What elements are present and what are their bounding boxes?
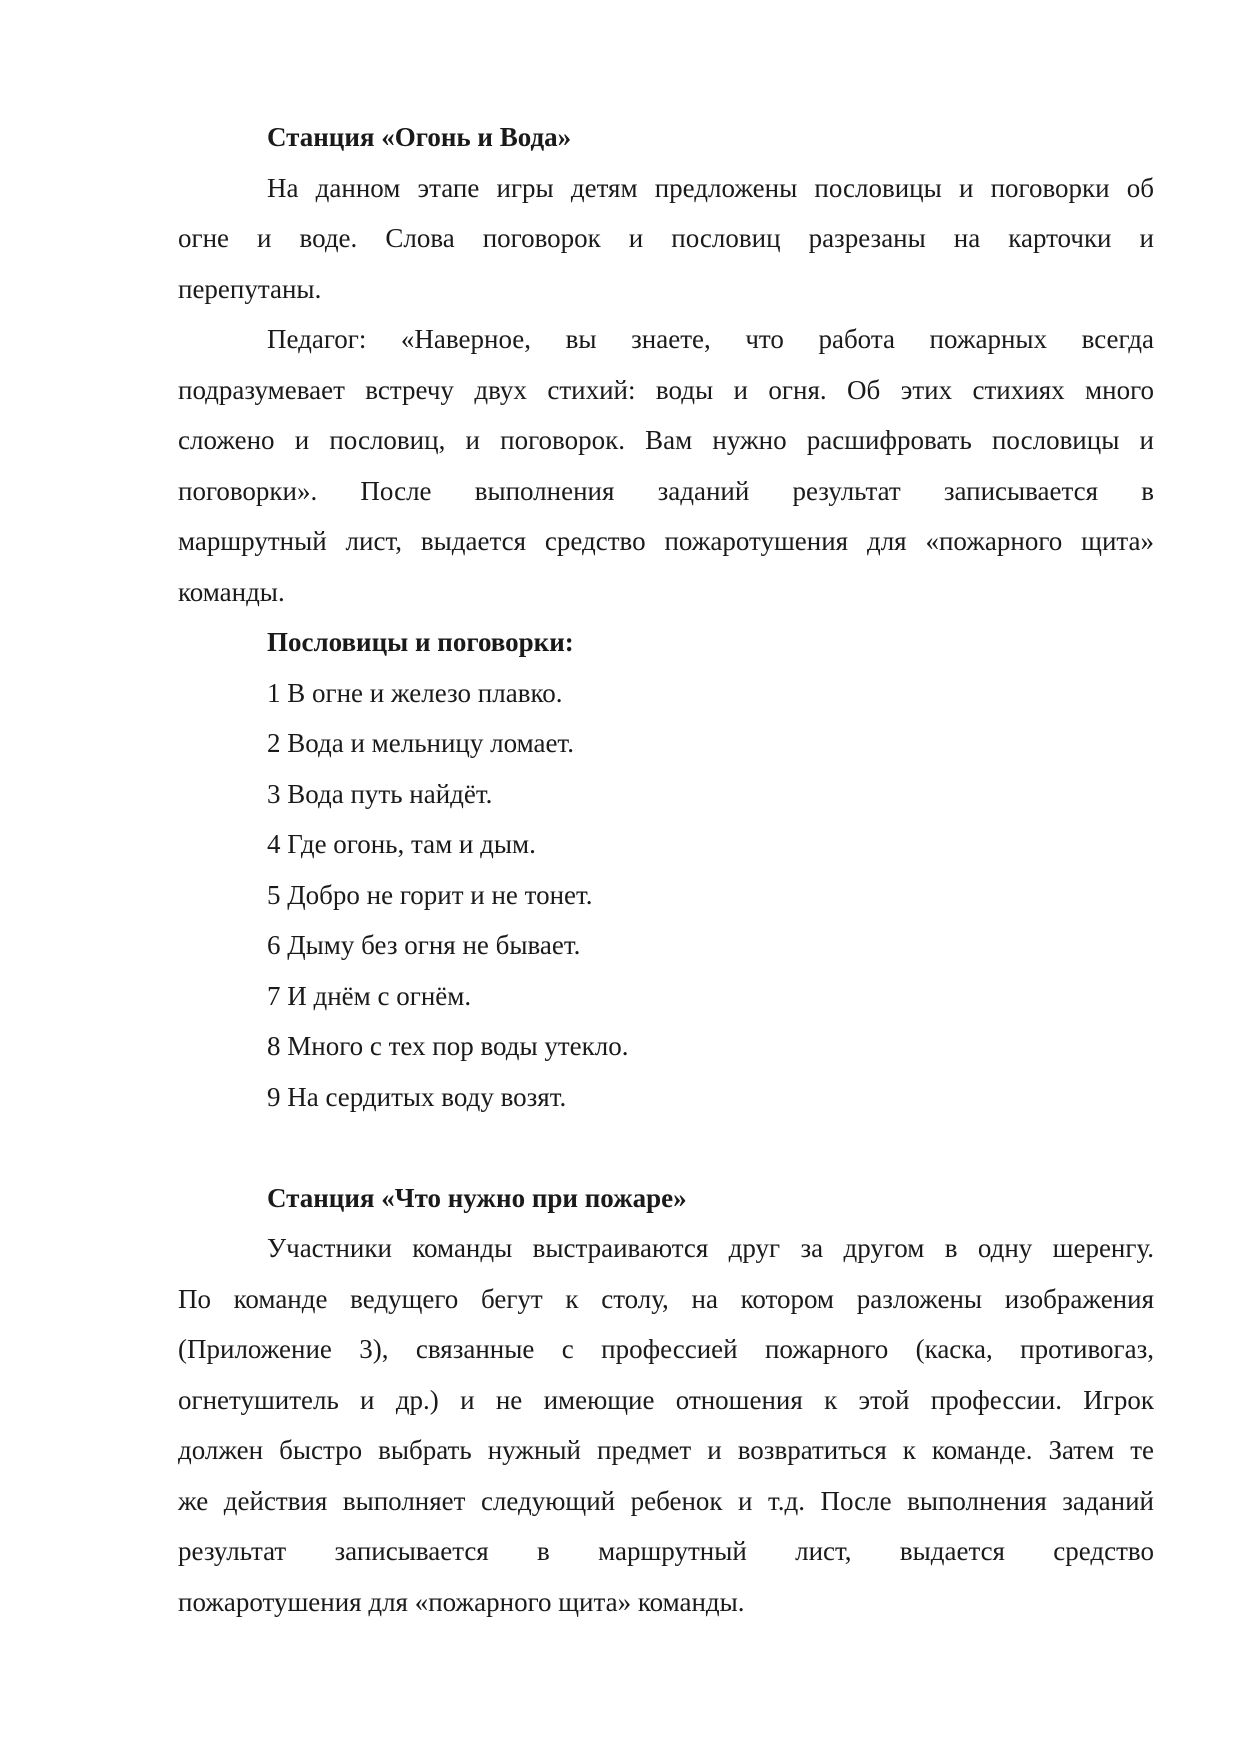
paragraph-line: Участники команды выстраиваются друг за другом в одну шеренгу. bbox=[267, 1233, 1154, 1263]
paragraph-line: По команде ведущего бегут к столу, на котором разложены изображения bbox=[178, 1283, 1154, 1314]
proverb-item: 8 Много с тех пор воды утекло. bbox=[267, 1031, 629, 1061]
paragraph-line: подразумевает встречу двух стихий: воды и огня. Об этих стихиях много bbox=[178, 374, 1154, 405]
proverbs-list-title: Пословицы и поговорки: bbox=[267, 627, 574, 657]
paragraph-line: же действия выполняет следующий ребенок и т.д. После выполнения заданий bbox=[178, 1485, 1154, 1516]
section-title-fire-water: Станция «Огонь и Вода» bbox=[267, 122, 572, 152]
paragraph-line: На данном этапе игры детям предложены пословицы и поговорки об bbox=[267, 172, 1154, 203]
paragraph-line: поговорки». После выполнения заданий результат записывается в bbox=[178, 475, 1154, 506]
paragraph-line: Педагог: «Наверное, вы знаете, что работа пожарных всегда bbox=[267, 324, 1154, 354]
section-spacer bbox=[178, 1122, 1154, 1173]
proverb-item: 9 На сердитых воду возят. bbox=[267, 1081, 567, 1112]
proverb-item: 5 Добро не горит и не тонет. bbox=[267, 879, 593, 910]
section-title-what-needed: Станция «Что нужно при пожаре» bbox=[267, 1182, 687, 1213]
paragraph-line: сложено и пословиц, и поговорок. Вам нужно расшифровать пословицы и bbox=[178, 425, 1154, 455]
proverb-item: 6 Дыму без огня не бывает. bbox=[267, 930, 581, 960]
paragraph-line: должен быстро выбрать нужный предмет и возвратиться к команде. Затем те bbox=[178, 1435, 1154, 1465]
paragraph-line: перепутаны. bbox=[178, 273, 322, 304]
proverb-item: 3 Вода путь найдёт. bbox=[267, 778, 493, 809]
paragraph-line: (Приложение 3), связанные с профессией пожарного (каска, противогаз, bbox=[178, 1334, 1154, 1364]
proverb-item: 2 Вода и мельницу ломает. bbox=[267, 728, 574, 758]
paragraph-line: пожаротушения для «пожарного щита» команды. bbox=[178, 1586, 745, 1617]
paragraph-line: огне и воде. Слова поговорок и пословиц разрезаны на карточки и bbox=[178, 223, 1154, 253]
proverb-item: 1 В огне и железо плавко. bbox=[267, 677, 563, 708]
paragraph-line: огнетушитель и др.) и не имеющие отношения к этой профессии. Игрок bbox=[178, 1384, 1154, 1415]
paragraph-line: команды. bbox=[178, 576, 285, 607]
paragraph-line: результат записывается в маршрутный лист, выдается средство bbox=[178, 1536, 1154, 1566]
paragraph-line: маршрутный лист, выдается средство пожаротушения для «пожарного щита» bbox=[178, 526, 1154, 556]
proverb-item: 7 И днём с огнём. bbox=[267, 980, 472, 1011]
proverb-item: 4 Где огонь, там и дым. bbox=[267, 829, 536, 859]
